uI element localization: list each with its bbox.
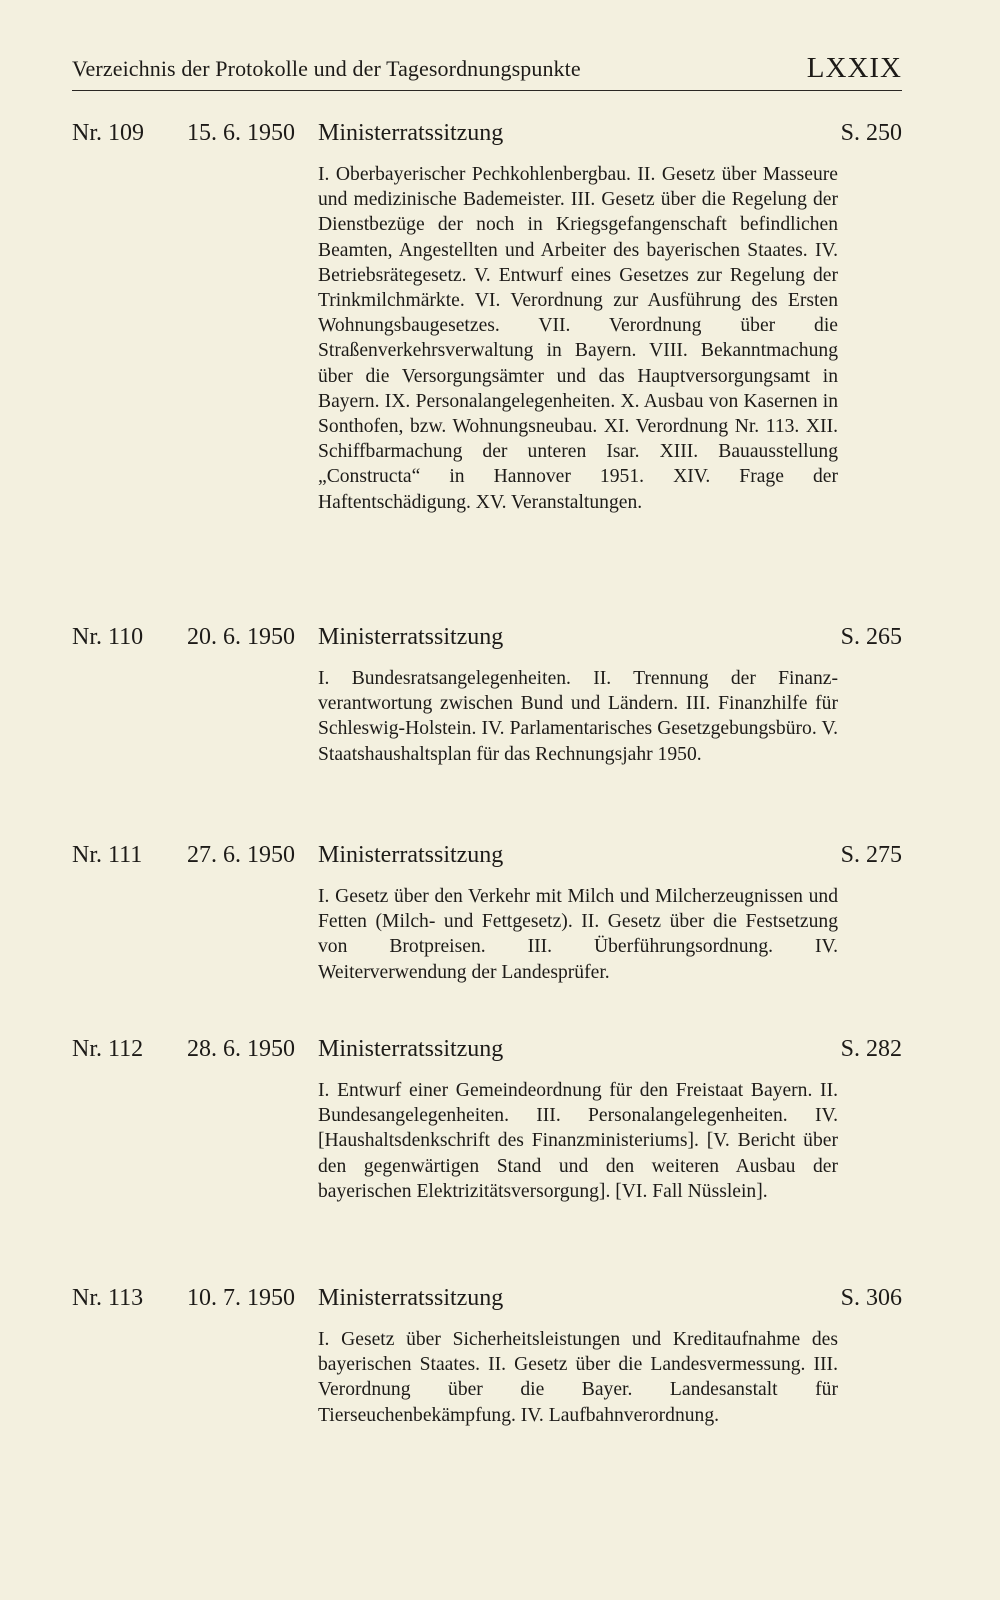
agenda-items: I. Gesetz über den Verkehr mit Milch und Milcherzeugnissen und Fetten (Milch- und Fettgesetz). II. Gesetz über die Festsetzung von Brotpreisen. III. Überführungsordnung. IV. Weiterverwendung der Landesprüfer.: [318, 886, 838, 983]
entry-date: 10. 7. 1950: [187, 1285, 295, 1311]
header-rule: [72, 90, 902, 91]
entry-page-reference: S. 250: [840, 120, 902, 146]
entry-title: Ministerratssitzung: [318, 1036, 504, 1062]
entry-page-reference: S. 275: [840, 842, 902, 868]
entry-date: 28. 6. 1950: [187, 1036, 295, 1062]
entry-number: Nr. 111: [72, 842, 143, 868]
entry-date: 20. 6. 1950: [187, 624, 295, 650]
agenda-items: I. Gesetz über Sicherheitsleistungen und Kreditaufnahme des bayerischen Staates. II. Gesetz über die Landesvermessung. III. Verordnung über die Bayer. Landesanstalt für Tierseuchenbekämpfung. IV. Laufbahnverordnung.: [318, 1329, 838, 1426]
entry-number: Nr. 113: [72, 1285, 144, 1311]
entry-page-reference: S. 282: [840, 1036, 902, 1062]
entry-title: Ministerratssitzung: [318, 842, 504, 868]
page-header: [72, 52, 902, 92]
entry-number: Nr. 110: [72, 624, 144, 650]
entry-page-reference: S. 265: [840, 624, 902, 650]
entry-title: Ministerratssitzung: [318, 1285, 504, 1311]
entry-date: 15. 6. 1950: [187, 120, 295, 146]
entry-title: Ministerratssitzung: [318, 624, 504, 650]
agenda-items: I. Entwurf einer Gemeindeordnung für den Freistaat Bayern. II. Bundesangelegenheiten. III. Personalangelegenheiten. IV. [Haushaltsdenkschrift des Finanzministeriums]. [V. Bericht über den gegenwärtigen Stand und den weiteren Ausbau der bayerischen Elektrizitätsversorgung]. [VI. Fall Nüsslein].: [318, 1080, 838, 1202]
agenda-items: I. Bundesratsangelegenheiten. II. Trennung der Finanzverantwortung zwischen Bund und Ländern. III. Finanzhilfe für Schleswig-Holstein. IV. Parlamentarisches Gesetzgebungsbüro. V. Staatshaushaltsplan für das Rechnungsjahr 1950.: [318, 668, 838, 765]
entry-date: 27. 6. 1950: [187, 842, 295, 868]
agenda-items: I. Oberbayerischer Pechkohlenbergbau. II. Gesetz über Masseure und medizinische Bademeister. III. Gesetz über die Regelung der Dienstbezüge der noch in Kriegsgefangenschaft befindlichen Beamten, Angestellten und Arbeiter des bayerischen Staates. IV. Betriebsrätegesetz. V. Entwurf eines Gesetzes zur Regelung der Trinkmilchmärkte. VI. Verordnung zur Ausführung des Ersten Wohnungsbaugesetzes. VII. Verordnung über die Straßenverkehrsverwaltung in Bayern. VIII. Bekanntmachung über die Versorgungsämter und das Hauptversorgungsamt in Bayern. IX. Personalangelegenheiten. X. Ausbau von Kasernen in Sonthofen, bzw. Wohnungsneubau. XI. Verordnung Nr. 113. XII. Schiffbarmachung der unteren Isar. XIII. Bauausstellung „Constructa“ in Hannover 1951. XIV. Frage der Haftentschädigung. XV. Veranstaltungen.: [318, 164, 838, 513]
page-number: LXXIX: [806, 52, 902, 84]
entry-number: Nr. 112: [72, 1036, 144, 1062]
running-title: Verzeichnis der Protokolle und der Tagesordnungspunkte: [72, 56, 581, 81]
entry-page-reference: S. 306: [840, 1285, 902, 1311]
entry-title: Ministerratssitzung: [318, 120, 504, 146]
entry-number: Nr. 109: [72, 120, 144, 146]
